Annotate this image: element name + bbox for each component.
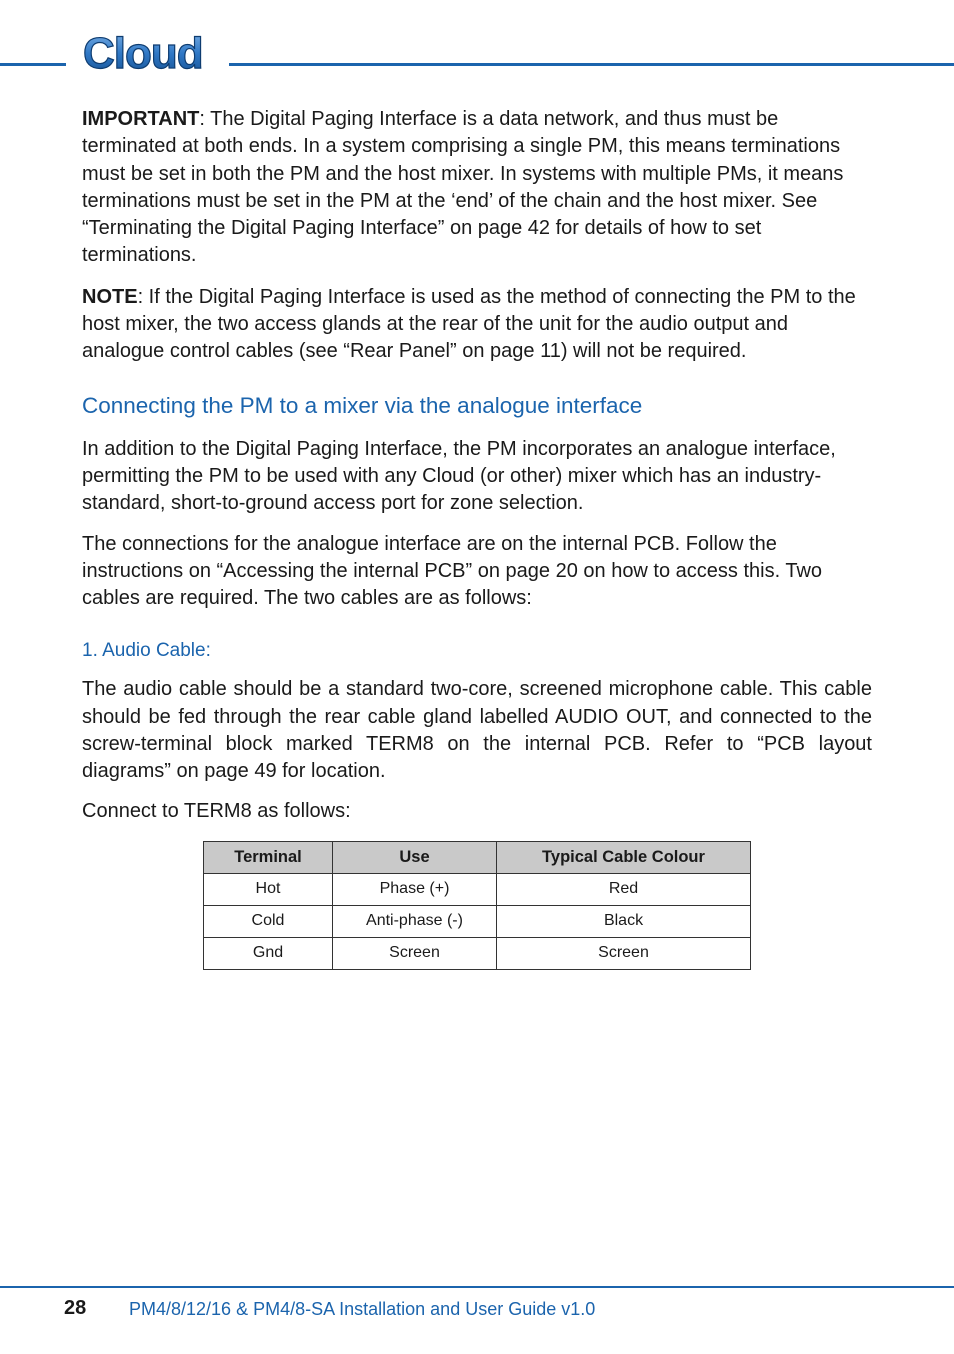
cell-terminal: Gnd (204, 937, 333, 969)
note-paragraph (82, 284, 872, 366)
cell-colour: Black (497, 905, 751, 937)
note-text: : If the Digital Paging Interface is used as the method of connecting the PM to the host mixer, the two access glands at the rear of the unit for the audio output and analogue control cables (see “Rear Panel” on page 11) will not be required. (82, 285, 856, 363)
connections-paragraph: The connections for the analogue interface are on the internal PCB. Follow the instructions on “Accessing the internal PCB” on page 20 on how to access this. Two cables are required. The two cables are as follows: (82, 532, 823, 610)
connect-paragraph: Connect to TERM8 as follows: (82, 799, 351, 822)
cloud-logo (80, 26, 220, 76)
cell-colour: Red (497, 873, 751, 905)
cell-terminal: Cold (204, 905, 333, 937)
table-row (204, 905, 751, 937)
header-cable-colour: Typical Cable Colour (497, 841, 751, 873)
audio-cable-heading: 1. Audio Cable: (82, 640, 211, 662)
table-row (204, 937, 751, 969)
table-header-row (204, 841, 751, 873)
header-terminal: Terminal (204, 841, 333, 873)
header-rule-right (229, 63, 954, 66)
table-row (204, 873, 751, 905)
page-number: 28 (64, 1297, 87, 1319)
term8-table (203, 841, 751, 970)
cell-use: Screen (333, 937, 497, 969)
page-content (82, 106, 872, 970)
cell-use: Anti-phase (-) (333, 905, 497, 937)
audio-cable-paragraph: The audio cable should be a standard two-core, screened microphone cable. This cable should be fed through the rear cable gland labelled AUDIO OUT, and connected to the screw-terminal block marked TERM8 on the internal PCB. Refer to “PCB layout diagrams” on page 49 for location. (82, 678, 872, 783)
cell-use: Phase (+) (333, 873, 497, 905)
cell-terminal: Hot (204, 873, 333, 905)
guide-title: PM4/8/12/16 & PM4/8-SA Installation and User Guide v1.0 (129, 1299, 596, 1319)
logo-text: Cloud (83, 29, 203, 76)
section-heading: Connecting the PM to a mixer via the analogue interface (82, 392, 643, 418)
note-label: NOTE (82, 285, 138, 308)
header-rule-left (0, 63, 66, 66)
analogue-paragraph: In addition to the Digital Paging Interface, the PM incorporates an analogue interface, permitting the PM to be used with any Cloud (or other) mixer which has an industry-standard, short-to-ground access port for zone selection. (82, 437, 836, 515)
important-paragraph (82, 106, 872, 270)
cell-colour: Screen (497, 937, 751, 969)
important-label: IMPORTANT (82, 108, 200, 130)
important-text: : The Digital Paging Interface is a data network, and thus must be terminated at both ends. In a system comprising a single PM, this means terminations must be set in both the PM and the host mixer. In systems with multiple PMs, it means terminations must be set in the PM at the ‘end’ of the chain and the host mixer. See “Terminating the Digital Paging Interface” on page 42 for details of how to set terminations. (82, 108, 844, 267)
header-use: Use (333, 841, 497, 873)
footer-rule (0, 1286, 954, 1288)
